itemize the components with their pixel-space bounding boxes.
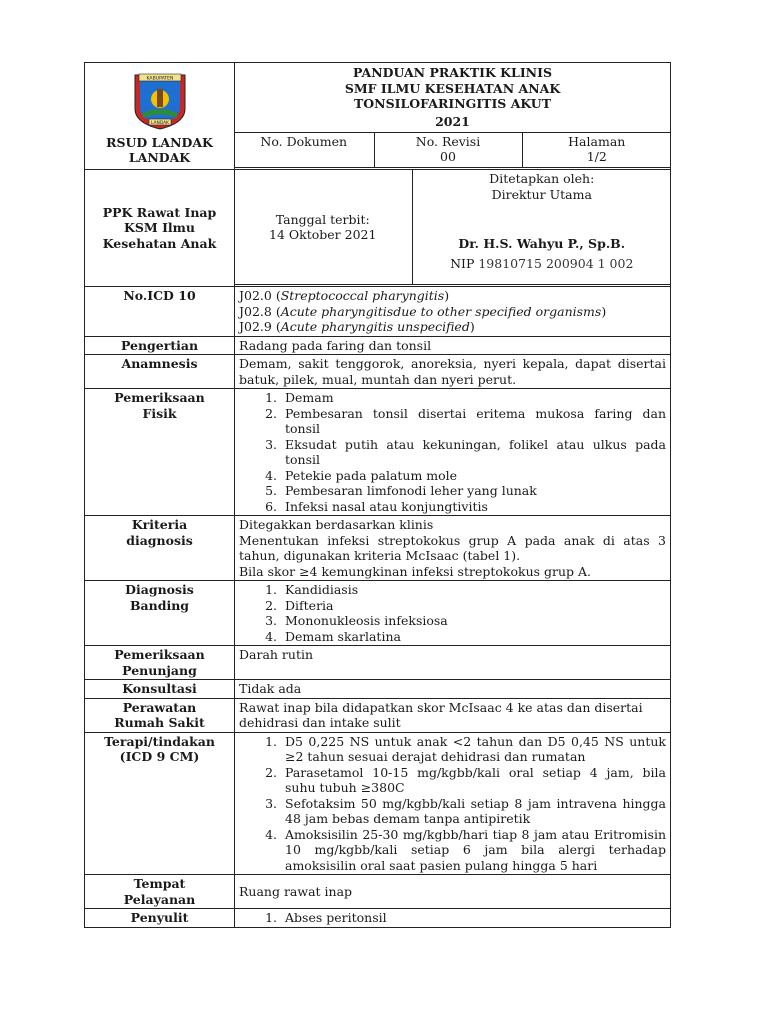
list-item: 1. Kandidiasis (281, 582, 666, 598)
pengertian-label: Pengertian (85, 336, 235, 355)
kriteria-text: Ditegakkan berdasarkan klinis Menentukan infeksi streptokokus grup A pada anak di atas 3 tahun, digunakan kriteria McIsaac (tabel 1). Bila skor ≥4 kemungkinan infeksi streptokokus grup A. (235, 516, 671, 581)
icd-codes (235, 287, 671, 337)
doc-number-label: No. Dokumen (234, 132, 374, 167)
list-item: 3. Mononukleosis infeksiosa (281, 613, 666, 629)
fisik-list-cell (235, 389, 671, 516)
list-item: 6. Infeksi nasal atau konjungtivitis (281, 499, 666, 515)
banding-label: Diagnosis Banding (85, 581, 235, 646)
page-cell: Halaman 1/2 (522, 132, 671, 167)
set-by-label: Ditetapkan oleh: (489, 171, 595, 186)
anamnesis-row (85, 355, 671, 389)
hospital-cell (85, 63, 235, 170)
list-item: 1. Abses peritonsil (281, 910, 666, 926)
penunjang-row (85, 646, 671, 680)
penunjang-label: Pemeriksaan Penunjang (85, 646, 235, 680)
konsultasi-text: Tidak ada (235, 680, 671, 699)
kriteria-row (85, 516, 671, 581)
list-item: 4. Demam skarlatina (281, 629, 666, 645)
tempat-label: Tempat Pelayanan (85, 875, 235, 909)
header-row (85, 63, 671, 170)
list-item: 3. Sefotaksim 50 mg/kgbb/kali setiap 8 jam intravena hingga 48 jam bebas demam tanpa antipiretik (281, 796, 666, 827)
penyulit-list-cell (235, 909, 671, 928)
document-table (84, 62, 671, 928)
fisik-row (85, 389, 671, 516)
penyulit-row (85, 909, 671, 928)
fisik-label: Pemeriksaan Fisik (85, 389, 235, 516)
list-item: 4. Petekie pada palatum mole (281, 468, 666, 484)
signature-cell (412, 170, 671, 285)
perawatan-text: Rawat inap bila didapatkan skor McIsaac 4 ke atas dan disertai dehidrasi dan intake sulit (235, 698, 671, 732)
revision-cell: No. Revisi 00 (374, 132, 522, 167)
director-title: Direktur Utama (491, 186, 592, 202)
list-item: 2. Parasetamol 10-15 mg/kgbb/kali oral setiap 4 jam, bila suhu tubuh ≥380C (281, 765, 666, 796)
doc-meta-table (234, 132, 671, 168)
issue-date-cell: Tanggal terbit: 14 Oktober 2021 (234, 170, 412, 285)
hospital-name: RSUD LANDAK (106, 134, 213, 150)
banding-row (85, 581, 671, 646)
tempat-row (85, 875, 671, 909)
nip: NIP 19810715 200904 1 002 (450, 255, 634, 271)
list-item: 5. Pembesaran limfonodi leher yang lunak (281, 483, 666, 499)
ppk-detail-cell (235, 170, 671, 287)
list-item: 4. Amoksisilin 25-30 mg/kgbb/hari tiap 8 jam atau Eritromisin 10 mg/kgbb/kali setiap 6 jam bila alergi terhadap amoksisilin oral saat pasien pulang hingga 5 hari (281, 827, 666, 874)
svg-text:KABUPATEN: KABUPATEN (146, 76, 173, 81)
icd-row (85, 287, 671, 337)
doc-title: PANDUAN PRAKTIK KLINIS SMF ILMU KESEHATAN ANAK TONSILOFARINGITIS AKUT 2021 (344, 65, 561, 129)
ppk-label: PPK Rawat Inap KSM Ilmu Kesehatan Anak (85, 170, 235, 287)
terapi-row (85, 732, 671, 875)
list-item: 2. Pembesaran tonsil disertai eritema mukosa faring dan tonsil (281, 406, 666, 437)
perawatan-label: Perawatan Rumah Sakit (85, 698, 235, 732)
anamnesis-text: Demam, sakit tenggorok, anoreksia, nyeri kepala, dapat disertai batuk, pilek, mual, muntah dan nyeri perut. (235, 355, 671, 389)
terapi-label: Terapi/tindakan (ICD 9 CM) (85, 732, 235, 875)
konsultasi-label: Konsultasi (85, 680, 235, 699)
perawatan-row (85, 698, 671, 732)
pengertian-text: Radang pada faring dan tonsil (235, 336, 671, 355)
list-item: 1. D5 0,225 NS untuk anak <2 tahun dan D5 0,45 NS untuk ≥2 tahun sesuai derajat dehidrasi dan rumatan (281, 734, 666, 765)
title-cell (235, 63, 671, 170)
list-item: 1. Demam (281, 390, 666, 406)
banding-list-cell (235, 581, 671, 646)
list-item: 3. Eksudat putih atau kekuningan, folikel atau ulkus pada tonsil (281, 437, 666, 468)
icd-line: J02.8 (Acute pharyngitisdue to other specified organisms) (239, 303, 607, 319)
terapi-list (239, 734, 666, 874)
ppk-row (85, 170, 671, 287)
icd-line: J02.9 (Acute pharyngitis unspecified) (239, 319, 475, 334)
icd-line: J02.0 (Streptococcal pharyngitis) (239, 288, 450, 303)
fisik-list (239, 390, 666, 514)
penyulit-list (239, 910, 666, 926)
penunjang-text: Darah rutin (235, 646, 671, 680)
terapi-list-cell (235, 732, 671, 875)
tempat-text: Ruang rawat inap (235, 875, 671, 909)
regency-logo-icon (129, 69, 191, 131)
svg-text:LANDAK: LANDAK (150, 120, 169, 126)
signer-name: Dr. H.S. Wahyu P., Sp.B. (458, 236, 626, 251)
icd-label: No.ICD 10 (85, 287, 235, 337)
banding-list (239, 582, 666, 644)
pengertian-row (85, 336, 671, 355)
hospital-location: LANDAK (128, 150, 191, 165)
ppk-document (84, 62, 670, 928)
kriteria-label: Kriteria diagnosis (85, 516, 235, 581)
anamnesis-label: Anamnesis (85, 355, 235, 389)
penyulit-label: Penyulit (85, 909, 235, 928)
konsultasi-row (85, 680, 671, 699)
list-item: 2. Difteria (281, 598, 666, 614)
